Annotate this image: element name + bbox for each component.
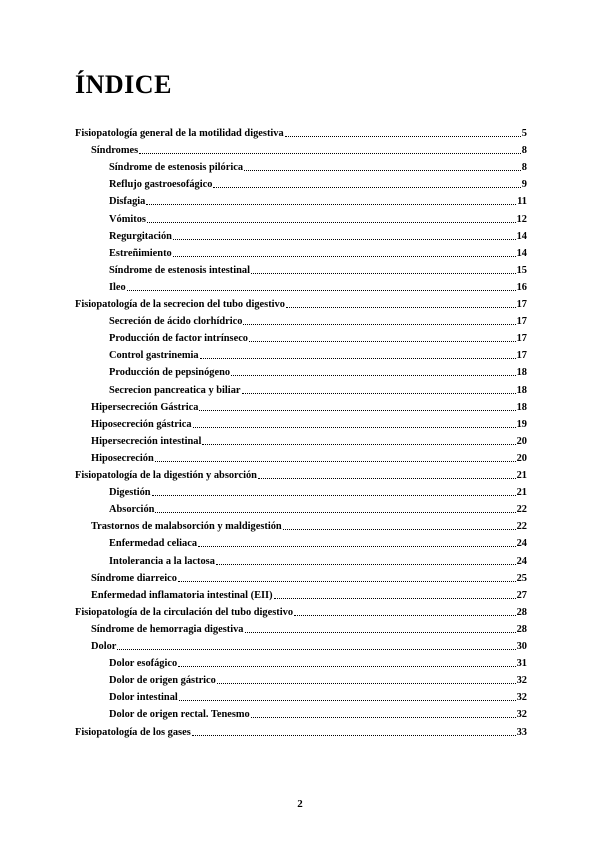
toc-entry-page: 32 [516, 692, 527, 704]
toc-entry[interactable] [109, 688, 527, 704]
toc-entry-label: Enfermedad celiaca [109, 538, 198, 550]
toc-entry-label: Hipersecreción intestinal [91, 435, 202, 447]
toc-entry-label: Dolor intestinal [109, 692, 178, 704]
toc-entry-label: Disfagia [109, 196, 146, 208]
toc-entry-label: Secrecion pancreatica y biliar [109, 384, 241, 396]
dot-leader [152, 495, 516, 496]
toc-entry-label: Fisiopatología de la digestión y absorción [75, 470, 257, 481]
toc-entry-page: 8 [521, 145, 527, 157]
toc-entry-page: 12 [516, 213, 527, 225]
toc-entry-label: Fisiopatología de la circulación del tubo digestivo [75, 606, 294, 618]
toc-entry[interactable] [91, 586, 527, 602]
dot-leader [286, 307, 516, 308]
dot-leader [198, 546, 516, 547]
toc-entry-page: 19 [516, 418, 527, 430]
dot-leader [127, 290, 516, 291]
toc-entry[interactable] [91, 432, 527, 448]
toc-entry-page: 21 [516, 487, 527, 499]
dot-leader [146, 204, 516, 205]
toc-entry-page: 16 [516, 281, 527, 293]
toc-entry-page: 17 [516, 350, 527, 362]
toc-entry-page: 21 [516, 470, 527, 481]
toc-entry-page: 17 [516, 316, 527, 328]
toc-entry-label: Fisiopatología de la secrecion del tubo digestivo [75, 299, 285, 310]
toc-entry-label: Enfermedad inflamatoria intestinal (EII) [91, 589, 273, 601]
toc-entry[interactable] [109, 500, 527, 516]
toc-entry-label: Síndrome diarreico [91, 572, 177, 584]
page-title: ÍNDICE [75, 70, 172, 99]
toc-entry-label: Síndrome de estenosis pilórica [109, 162, 244, 174]
toc-entry-page: 9 [521, 179, 527, 191]
toc-entry-label: Ileo [109, 281, 126, 293]
toc-entry-page: 5 [521, 128, 527, 139]
toc-entry-label: Control gastrinemia [109, 350, 199, 362]
dot-leader [251, 717, 516, 718]
dot-leader [117, 649, 515, 650]
toc-entry-page: 17 [516, 299, 527, 310]
toc-entry[interactable] [109, 363, 527, 379]
toc-entry[interactable] [109, 312, 527, 328]
dot-leader [139, 153, 521, 154]
toc-entry-page: 25 [516, 572, 527, 584]
toc-entry[interactable] [109, 227, 527, 243]
dot-leader [155, 461, 516, 462]
toc-entry[interactable] [109, 671, 527, 687]
toc-entry[interactable] [91, 620, 527, 636]
toc-entry[interactable] [109, 192, 527, 208]
toc-entry[interactable] [75, 124, 527, 140]
toc-entry-page: 22 [516, 504, 527, 516]
toc-entry-page: 32 [516, 675, 527, 687]
dot-leader [243, 324, 515, 325]
toc-entry-page: 18 [516, 367, 527, 379]
toc-entry-label: Dolor de origen gástrico [109, 675, 216, 687]
dot-leader [283, 529, 516, 530]
toc-entry-label: Producción de factor intrínseco [109, 333, 249, 345]
toc-entry[interactable] [75, 603, 527, 619]
toc-entry-page: 24 [516, 555, 527, 567]
toc-entry-label: Hiposecreción [91, 452, 154, 464]
toc-entry-label: Hiposecreción gástrica [91, 418, 192, 430]
toc-entry-page: 18 [516, 384, 527, 396]
dot-leader [258, 478, 516, 479]
toc-entry[interactable] [109, 210, 527, 226]
toc-entry[interactable] [109, 278, 527, 294]
toc-entry[interactable] [109, 329, 527, 345]
toc-entry-page: 24 [516, 538, 527, 550]
toc-entry-page: 27 [516, 589, 527, 601]
toc-entry[interactable] [91, 569, 527, 585]
toc-entry[interactable] [91, 398, 527, 414]
dot-leader [249, 341, 516, 342]
toc-entry-page: 11 [517, 196, 527, 208]
dot-leader [244, 170, 521, 171]
toc-entry[interactable] [75, 723, 527, 739]
toc-entry-page: 14 [516, 247, 527, 259]
toc-entry[interactable] [75, 466, 527, 482]
dot-leader [245, 632, 516, 633]
toc-entry-label: Fisiopatología de los gases [75, 726, 191, 738]
toc-entry[interactable] [109, 654, 527, 670]
toc-entry[interactable] [109, 483, 527, 499]
toc-entry-page: 28 [516, 606, 527, 618]
toc-entry-label: Regurgitación [109, 230, 172, 242]
toc-entry-page: 20 [516, 435, 527, 447]
toc-entry[interactable] [109, 552, 527, 568]
dot-leader [179, 700, 516, 701]
toc-entry-page: 31 [516, 658, 527, 670]
toc-entry-label: Síndromes [91, 145, 139, 157]
toc-entry[interactable] [75, 295, 527, 311]
toc-entry-label: Fisiopatología general de la motilidad digestiva [75, 128, 284, 139]
toc-entry-page: 18 [516, 401, 527, 413]
dot-leader [242, 393, 516, 394]
dot-leader [251, 273, 516, 274]
dot-leader [192, 735, 516, 736]
dot-leader [155, 512, 515, 513]
dot-leader [200, 358, 516, 359]
dot-leader [231, 375, 516, 376]
toc-entry-label: Estreñimiento [109, 247, 172, 259]
dot-leader [199, 410, 515, 411]
page-number: 2 [297, 798, 303, 810]
toc-entry-label: Intolerancia a la lactosa [109, 555, 215, 567]
toc-entry[interactable] [109, 534, 527, 550]
dot-leader [213, 187, 520, 188]
toc-entry-label: Producción de pepsinógeno [109, 367, 231, 379]
toc-entry[interactable] [109, 381, 527, 397]
toc-entry-label: Dolor esofágico [109, 658, 178, 670]
toc-entry[interactable] [91, 415, 527, 431]
toc-entry-page: 8 [521, 162, 527, 174]
toc-entry-page: 17 [516, 333, 527, 345]
toc-entry-page: 33 [516, 726, 527, 738]
toc-entry-label: Dolor [91, 641, 117, 652]
toc-entry[interactable] [109, 261, 527, 277]
dot-leader [178, 581, 516, 582]
toc-entry-page: 20 [516, 452, 527, 464]
toc-entry-page: 30 [516, 641, 527, 652]
toc-entry[interactable] [91, 637, 527, 653]
dot-leader [147, 222, 516, 223]
toc-entry-page: 32 [516, 709, 527, 721]
toc-entry[interactable] [91, 517, 527, 533]
dot-leader [294, 615, 516, 616]
toc-entry[interactable] [91, 449, 527, 465]
dot-leader [193, 427, 516, 428]
toc-entry-label: Síndrome de hemorragia digestiva [91, 623, 244, 635]
toc-entry-page: 14 [516, 230, 527, 242]
toc-entry[interactable] [109, 705, 527, 721]
toc-entry-label: Hipersecreción Gástrica [91, 401, 199, 413]
toc-entry[interactable] [109, 158, 527, 174]
dot-leader [173, 256, 516, 257]
toc-entry-label: Digestión [109, 487, 151, 499]
dot-leader [217, 683, 516, 684]
toc-entry-label: Reflujo gastroesofágico [109, 179, 213, 191]
toc-entry[interactable] [109, 346, 527, 362]
toc-entry[interactable] [109, 244, 527, 260]
toc-entry-label: Absorción [109, 504, 155, 516]
toc-entry[interactable] [91, 141, 527, 157]
toc-entry-page: 15 [516, 264, 527, 276]
dot-leader [216, 564, 516, 565]
toc-entry-label: Síndrome de estenosis intestinal [109, 264, 250, 276]
toc-entry-page: 28 [516, 623, 527, 635]
toc-entry-label: Secreción de ácido clorhídrico [109, 316, 243, 328]
dot-leader [173, 239, 516, 240]
dot-leader [285, 136, 521, 137]
dot-leader [178, 666, 515, 667]
dot-leader [274, 598, 516, 599]
toc-entry[interactable] [109, 175, 527, 191]
toc-entry-label: Vómitos [109, 213, 146, 225]
toc-entry-label: Dolor de origen rectal. Tenesmo [109, 709, 250, 721]
dot-leader [202, 444, 515, 445]
toc-entry-label: Trastornos de malabsorción y maldigestión [91, 521, 282, 533]
toc-entry-page: 22 [516, 521, 527, 533]
